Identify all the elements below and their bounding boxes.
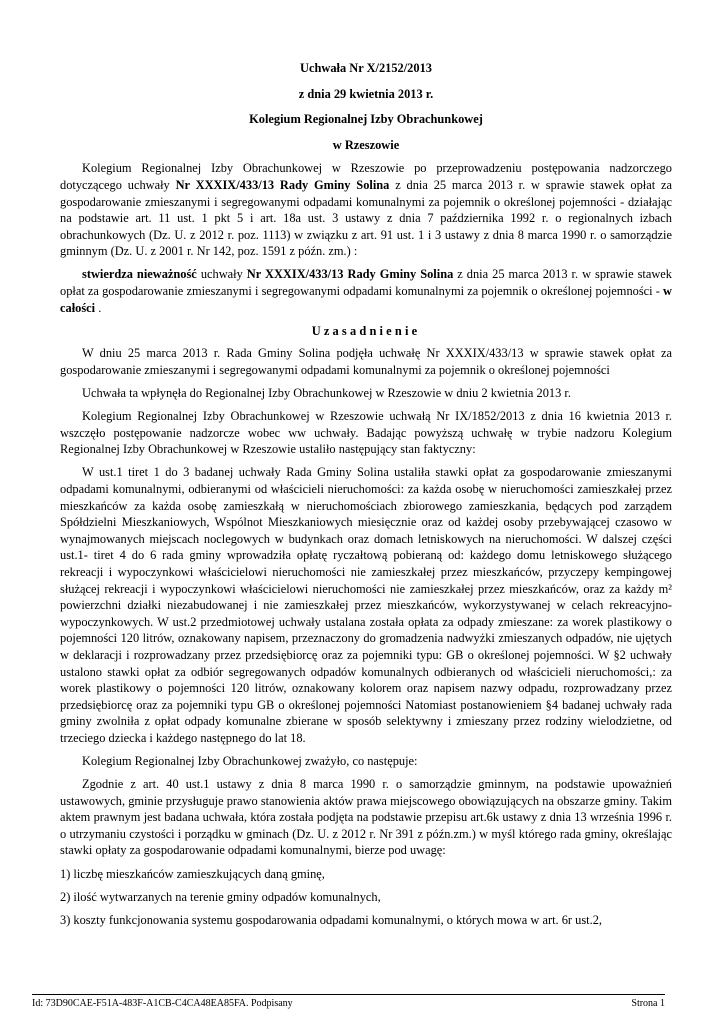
justification-heading: Uzasadnienie <box>311 323 421 338</box>
issuing-body: Kolegium Regionalnej Izby Obrachunkowej <box>249 112 483 127</box>
document-page <box>60 60 672 935</box>
body-paragraph: Zgodnie z art. 40 ust.1 ustawy z dnia 8 marca 1990 r. o samorządzie gminnym, na podstawie upoważnień ustawowych, gminie przysługuje prawo stanowienia aktów prawa miejscowego obowiązujących na obszarze gminy. Takim aktem prawnym jest badana uchwała, która została podjęta na podstawie przepisu art.6k ustawy z dnia 13 września 1996 r. o utrzymaniu czystości i porządku w gminach (Dz. U. z 2012 r. Nr 391 z późn.zm.) w myśl którego rada gminy, określając stawki opłaty za gospodarowanie odpadami komunalnymi, bierze pod uwagę: <box>60 777 672 858</box>
list-item: 2) ilość wytwarzanych na terenie gminy odpadów komunalnych, <box>60 889 381 904</box>
body-paragraph: W ust.1 tiret 1 do 3 badanej uchwały Rada Gminy Solina ustaliła stawki opłat za gospodarowanie zmieszanymi odpadami komunalnymi, odbieranymi od właścicieli nieruchomości: za każda osobę w nieruchomości zamieszkałej przez mieszkańców za każda osobę zamieszkałą w nieruchomościach zbiorowego zamieszkania, będących pod zarządem Spółdzielni Mieszkaniowych, Wspólnot Mieszkaniowych miesięcznie oraz od każdej osoby przebywającej czasowo w wynajmowanych miejscach noclegowych w budynkach oraz domach letniskowych na nieruchomości. W dalszej części ust.1- tiret 4 do 6 rada gminy wprowadziła opłatę ryczałtową pobieraną od: każdego domu letniskowego służącego rekreacji i wypoczynkowi właścicielowi nieruchomości nie zamieszkałej przez mieszkańców, przyczepy kempingowej służącej rekreacji i wypoczynkowi właścicielowi nieruchomości nie zamieszkałej przez mieszkańców, oraz za każdy m² powierzchni działki niezabudowanej i nie zamieszkałej przez mieszkańców, wykorzystywanej w celach rekreacyjno-wypoczynkowych. W ust.2 przedmiotowej uchwały ustalana została opłata za odpady zmieszane: za worek plastikowy o pojemności 120 litrów, oznakowany napisem, przeznaczony do gromadzenia nadwyżki zmieszanych odpadów, nie ujętych w deklaracji i rozprowadzany przez przedsiębiorcę oraz za pojemniki typu: GB o określonej pojemności. W §2 uchwały ustalono stawki opłat za odbiór segregowanych odpadów komunalnych odbieranych od właścicieli nieruchomości,: za worek plastikowy o pojemności 120 litrów, oznakowany kolorem oraz napisem nazwy odpadu, rozprowadzany przez przedsiębiorcę oraz za pojemniki typu GB o określonej pojemności Natomiast postanowieniem §4 badanej uchwały rada gminy zwolniła z opłat odpady komunalne zbierane w sposób selektywny i zmieszany przez rodziny wielodzietne, od trzeciego dziecka i każdego następnego do lat 18. <box>60 465 672 745</box>
list-item: 1) liczbę mieszkańców zamieszkujących daną gminę, <box>60 866 325 881</box>
resolution-number: Uchwała Nr X/2152/2013 <box>300 61 432 75</box>
list-item: 3) koszty funkcjonowania systemu gospodarowania odpadami komunalnymi, o których mowa w art. 6r ust.2, <box>60 912 602 927</box>
decision-paragraph: stwierdza nieważność uchwały Nr XXXIX/433/13 Rady Gminy Solina z dnia 25 marca 2013 r. w sprawie stawek opłat za gospodarowanie zmieszanymi i segregowanymi odpadami komunalnymi za pojemnik o określonej pojemności - w całości . <box>60 267 672 315</box>
body-paragraph: Uchwała ta wpłynęła do Regionalnej Izby Obrachunkowej w Rzeszowie w dniu 2 kwietnia 2013 r. <box>82 386 571 400</box>
body-paragraph: Kolegium Regionalnej Izby Obrachunkowej zważyło, co następuje: <box>82 753 418 768</box>
body-paragraph: Kolegium Regionalnej Izby Obrachunkowej w Rzeszowie uchwałą Nr IX/1852/2013 z dnia 16 kwietnia 2013 r. wszczęło postępowanie nadzorcze wobec ww uchwały. Badając powyższą uchwałę w trybie nadzoru Kolegium Regionalnej Izby Obrachunkowej w Rzeszowie ustaliło następujący stan faktyczny: <box>60 409 672 457</box>
body-paragraph: W dniu 25 marca 2013 r. Rada Gminy Solina podjęła uchwałę Nr XXXIX/433/13 w sprawie stawek opłat za gospodarowanie zmieszanymi i segregowanymi odpadami komunalnymi za pojemnik o określonej pojemności <box>60 346 672 377</box>
page-number: Strona 1 <box>631 998 665 1009</box>
resolution-date: z dnia 29 kwietnia 2013 r. <box>298 86 434 101</box>
issuing-body-location: w Rzeszowie <box>332 137 400 152</box>
intro-paragraph: Kolegium Regionalnej Izby Obrachunkowej w Rzeszowie po przeprowadzeniu postępowania nadzorczego dotyczącego uchwały Nr XXXIX/433/13 Rady Gminy Solina z dnia 25 marca 2013 r. w sprawie stawek opłat za gospodarowanie zmieszanymi i segregowanymi odpadami komunalnymi za pojemnik o określonej pojemności - działając na podstawie art. 11 ust. 1 pkt 5 i art. 18a ust. 3 ustawy z dnia 7 października 1992 r. o regionalnych izbach obrachunkowych (Dz. U. z 2012 r. poz. 1113) w związku z art. 91 ust. 1 i 3 ustawy z dnia 8 marca 1990 r. o samorządzie gminnym (Dz. U. z 2001 r. Nr 142, poz. 1591 z późn. zm.) : <box>60 161 672 259</box>
document-id: Id: 73D90CAE-F51A-483F-A1CB-C4CA48EA85FA. Podpisany <box>32 998 293 1009</box>
page-footer <box>32 994 665 1010</box>
